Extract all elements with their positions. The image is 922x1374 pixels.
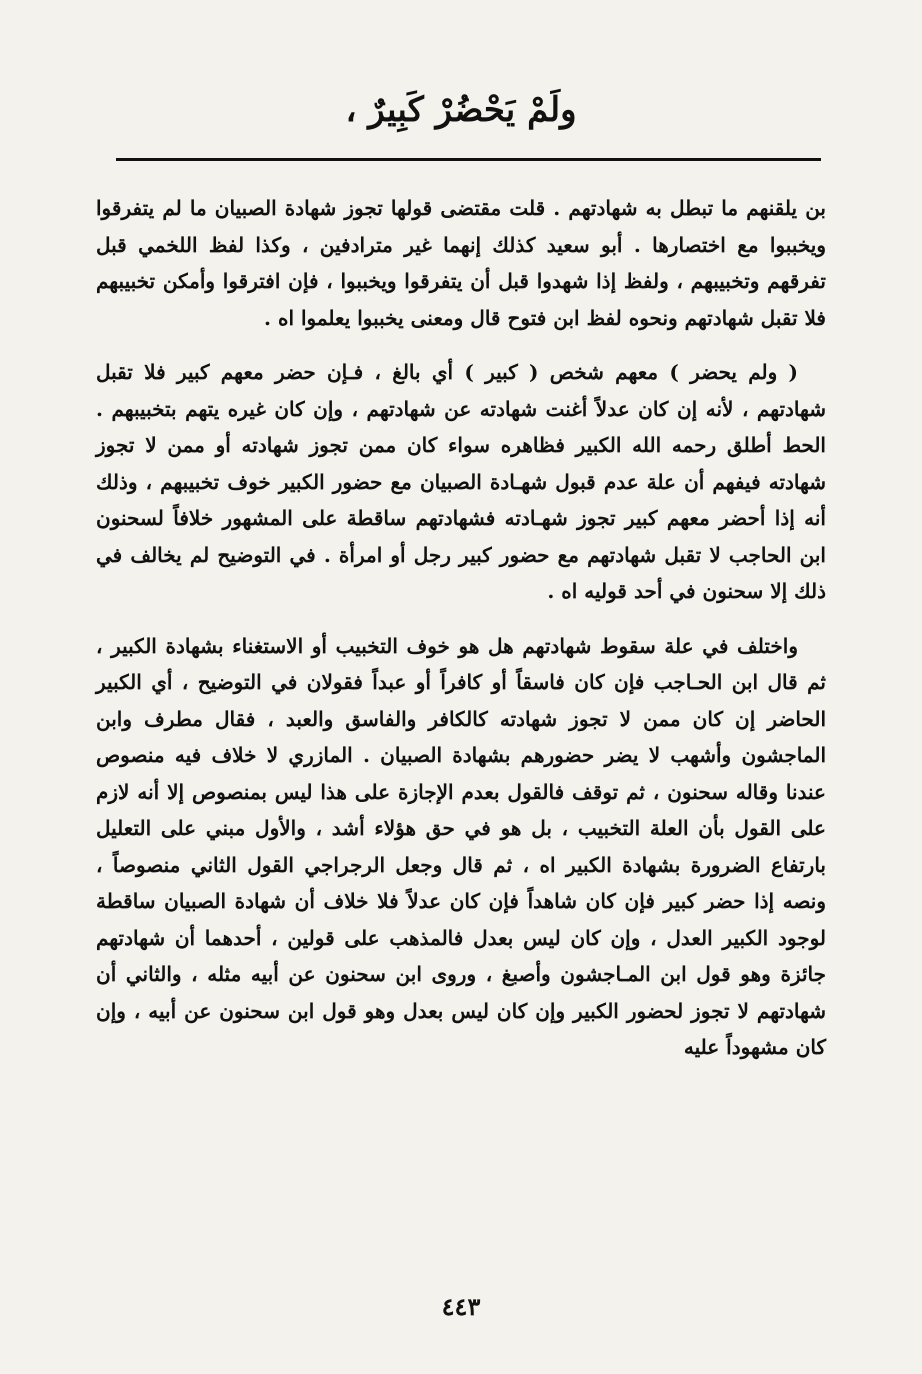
paragraph-2: ( ولم يحضر ) معهم شخص ( كبير ) أي بالغ ، فـإن حضر معهم كبير فلا تقبل شهادتهم ، لأنه إن كان عدلاً أغنت شهادته عن شهادتهم ، وإن كان غيره يتهم بتخبيبهم . الحط أطلق رحمه الله الكبير فظاهره سواء كان ممن تجوز شهادته أو ممن لا تجوز شهادته فيفهم أن علة عدم قبول شهـادة الصبيان مع حضور الكبير خوف تخبيبهم ، وذلك أنه إذا أحضر معهم كبير تجوز شهـادته فشهادتهم ساقطة على المشهور خلافاً لسحنون ابن الحاجب لا تقبل شهادتهم مع حضور كبير رجل أو امرأة . في التوضيح لم يخالف في ذلك إلا سحنون في أحد قوليه اه . bbox=[96, 360, 826, 603]
header-divider-line bbox=[116, 158, 821, 161]
paragraph-3: واختلف في علة سقوط شهادتهم هل هو خوف التخبيب أو الاستغناء بشهادة الكبير ، ثم قال ابن الحـاجب فإن كان فاسقاً أو كافراً أو عبداً فقولان في التوضيح ، أي الكبير الحاضر إن كان ممن لا تجوز شهادته كالكافر والفاسق والعبد ، فقال مطرف وابن الماجشون وأشهب لا يضر حضورهم بشهادة الصبيان . المازري لا خلاف فيه منصوص عندنا وقاله سحنون ، ثم توقف فالقول بعدم الإجازة على هذا ليس بمنصوص إلا أنه لازم على القول بأن العلة التخبيب ، بل هو في حق هؤلاء أشد ، والأول مبني على التعليل بارتفاع الضرورة بشهادة الكبير اه ، ثم قال وجعل الرجراجي القول الثاني منصوصاً ، ونصه إذا حضر كبير فإن كان شاهداً فإن كان عدلاً فلا خلاف أن شهادة الصبيان ساقطة لوجود الكبير العدل ، وإن كان ليس بعدل فالمذهب على قولين ، أحدهما أن شهادتهم جائزة وهو قول ابن المـاجشون وأصبغ ، وروى ابن سحنون عن أبيه مثله ، والثاني أن شهادتهم لا تجوز لحضور الكبير وإن كان ليس بعدل وهو قول ابن سحنون عن أبيه ، وإن كان مشهوداً عليه bbox=[96, 633, 826, 1059]
paragraph-1: بن يلقنهم ما تبطل به شهادتهم . قلت مقتضى قولها تجوز شهادة الصبيان ما لم يتفرقوا ويخببوا مع اختصارها . أبو سعيد كذلك إنهما غير مترادفين ، وكذا لفظ اللخمي قبل تفرقهم وتخبيبهم ، ولفظ إذا شهدوا قبل أن يتفرقوا ويخببوا ، فإن افترقوا وأمكن تخبيبهم فلا تقبل شهادتهم ونحوه لفظ ابن فتوح قال ومعنى يخببوا يعلموا اه . bbox=[96, 196, 826, 330]
running-header-title: ولَمْ يَحْضُرْ كَبِيرٌ ، bbox=[345, 90, 577, 130]
page-body-text bbox=[96, 190, 826, 1084]
page-number: ٤٤٣ bbox=[441, 1292, 481, 1321]
